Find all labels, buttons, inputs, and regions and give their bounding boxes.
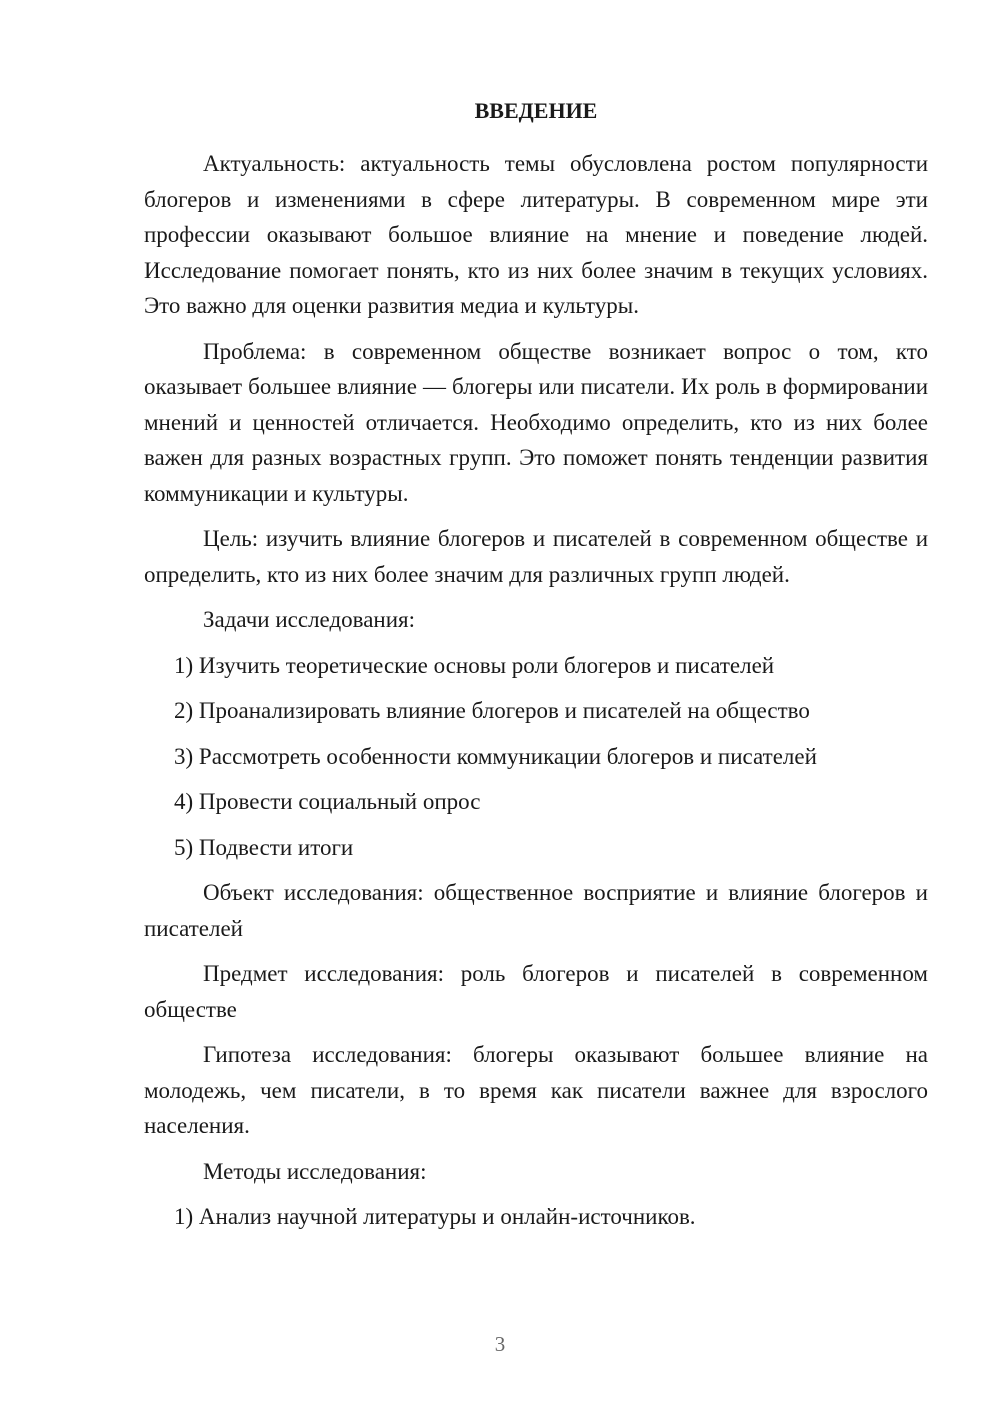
list-item: 4) Провести социальный опрос [174,789,481,814]
tasks-heading: Задачи исследования: [203,607,416,632]
object-paragraph: Объект исследования: общественное восприятие и влияние блогеров и писателей [144,880,928,941]
list-item: 3) Рассмотреть особенности коммуникации блогеров и писателей [174,743,817,769]
list-item: 2) Проанализировать влияние блогеров и писателей на общество [174,698,810,723]
hypothesis-paragraph: Гипотеза исследования: блогеры оказывают большее влияние на молодежь, чем писатели, в то время как писатели важнее для взрослого населения. [144,1042,928,1138]
list-item: 1) Изучить теоретические основы роли блогеров и писателей [174,652,775,678]
list-item: 1) Анализ научной литературы и онлайн-источников. [174,1204,696,1229]
goal-paragraph: Цель: изучить влияние блогеров и писателей в современном обществе и определить, кто из них более значим для различных групп людей. [144,526,928,587]
page-content [144,96,928,1245]
page-number: 3 [494,1332,506,1356]
list-item: 5) Подвести итоги [174,834,354,860]
methods-heading: Методы исследования: [203,1158,427,1184]
page-title: ВВЕДЕНИЕ [474,98,598,123]
tasks-list [144,648,928,866]
relevance-paragraph: Актуальность: актуальность темы обусловлена ростом популярности блогеров и изменениями в сфере литературы. В современном мире эти профессии оказывают большое влияние на мнение и поведение людей. Исследование помогает понять, кто из них более значим в текущих условиях. Это важно для оценки развития медиа и культуры. [144,151,928,318]
problem-paragraph: Проблема: в современном обществе возникает вопрос о том, кто оказывает большее влияние — блогеры или писатели. Их роль в формировании мнений и ценностей отличается. Необходимо определить, кто из них более важен для разных возрастных групп. Это поможет понять тенденции развития коммуникации и культуры. [144,338,928,506]
subject-paragraph: Предмет исследования: роль блогеров и писателей в современном обществе [144,961,928,1022]
methods-list [144,1199,928,1235]
